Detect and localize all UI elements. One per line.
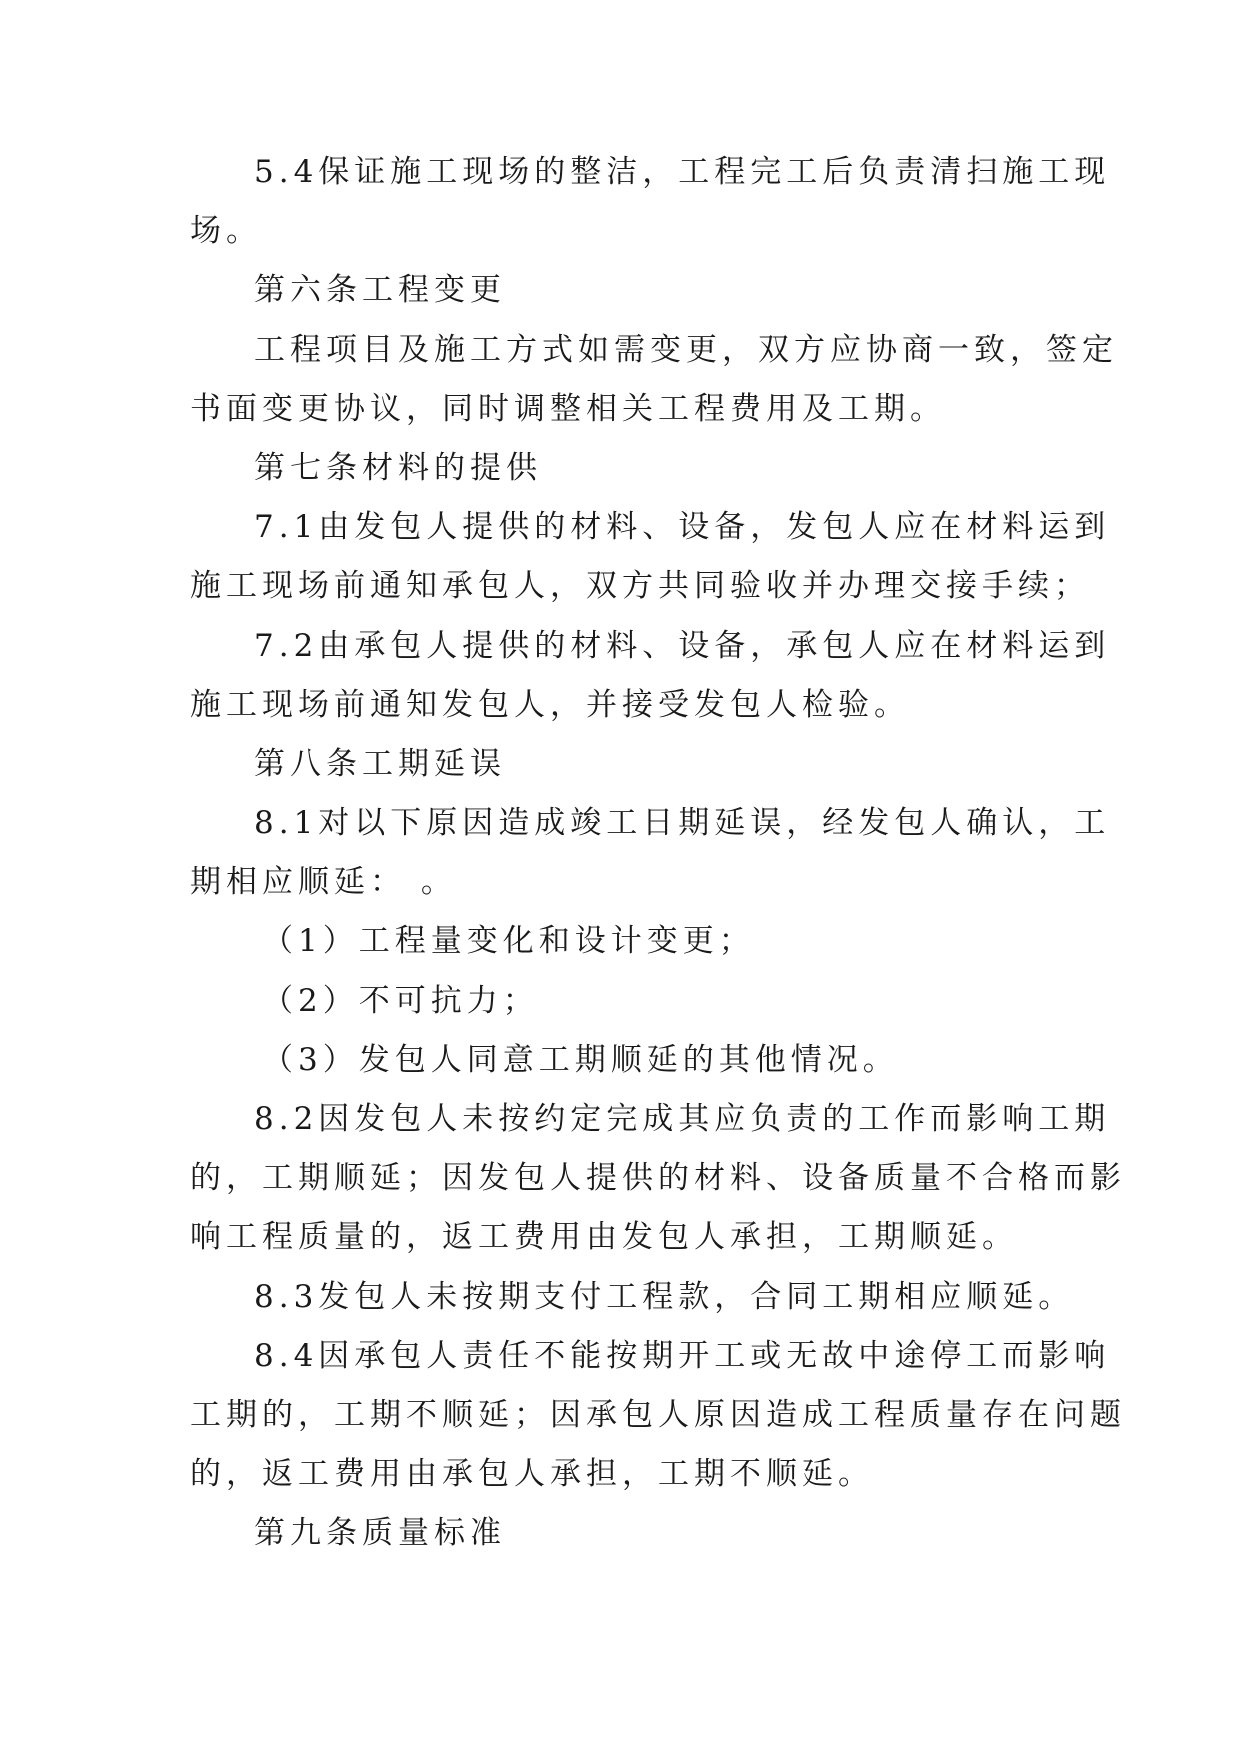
clause-7-1-line-1: 7.1由发包人提供的材料、设备，发包人应在材料运到	[254, 509, 1111, 546]
list-item-3: （3）发包人同意工期顺延的其他情况。	[262, 1041, 899, 1078]
clause-8-4-line-1: 8.4因承包人责任不能按期开工或无故中途停工而影响	[254, 1337, 1111, 1374]
list-item-2: （2）不可抗力；	[262, 982, 539, 1019]
clause-8-4-line-2: 工期的，工期不顺延；因承包人原因造成工程质量存在问题	[190, 1396, 1126, 1433]
clause-8-1-line-2: 期相应顺延： 。	[190, 864, 457, 901]
clause-8-2-line-3: 响工程质量的，返工费用由发包人承担，工期顺延。	[190, 1219, 1018, 1256]
clause-8-1-line-1: 8.1对以下原因造成竣工日期延误，经发包人确认，工	[254, 805, 1111, 842]
clause-7-2-line-2: 施工现场前通知发包人，并接受发包人检验。	[190, 686, 910, 723]
clause-8-2-line-1: 8.2因发包人未按约定完成其应负责的工作而影响工期	[254, 1101, 1111, 1137]
clause-7-1-line-2: 施工现场前通知承包人，双方共同验收并办理交接手续；	[190, 568, 1090, 605]
clause-5-4-line-1: 5.4保证施工现场的整洁，工程完工后负责清扫施工现	[254, 154, 1111, 190]
article-7-heading: 第七条材料的提供	[254, 449, 542, 486]
article-6-heading: 第六条工程变更	[254, 272, 506, 309]
article-9-heading: 第九条质量标准	[254, 1515, 506, 1552]
article-6-text-line-1: 工程项目及施工方式如需变更，双方应协商一致，签定	[254, 331, 1118, 368]
clause-8-2-line-2: 的，工期顺延；因发包人提供的材料、设备质量不合格而影	[190, 1160, 1126, 1197]
article-8-heading: 第八条工期延误	[254, 745, 506, 782]
clause-5-4-line-2: 场。	[190, 213, 262, 250]
list-item-1: （1）工程量变化和设计变更；	[262, 923, 755, 960]
clause-8-4-line-3: 的，返工费用由承包人承担，工期不顺延。	[190, 1456, 874, 1493]
clause-7-2-line-1: 7.2由承包人提供的材料、设备，承包人应在材料运到	[254, 627, 1111, 664]
clause-8-3-line-1: 8.3发包人未按期支付工程款，合同工期相应顺延。	[254, 1278, 1075, 1315]
article-6-text-line-2: 书面变更协议，同时调整相关工程费用及工期。	[190, 390, 946, 427]
